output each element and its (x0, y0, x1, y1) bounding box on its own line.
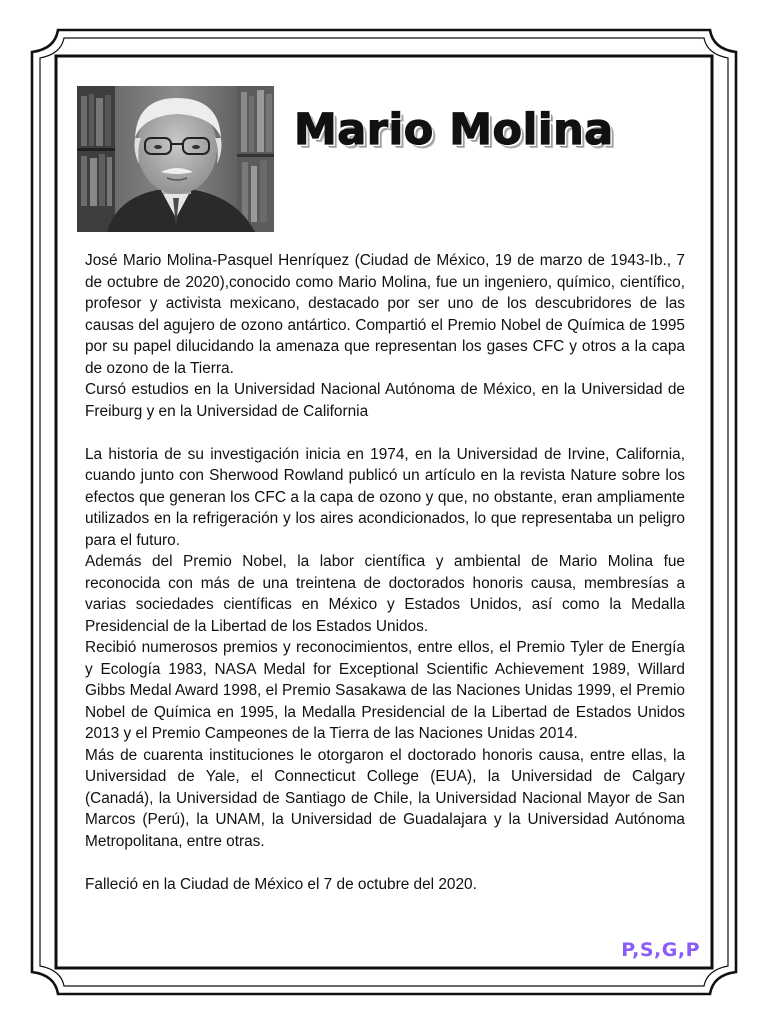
paragraph-honoris-causa: Más de cuarenta instituciones le otorgaron el doctorado honoris causa, entre ellas, la Universidad de Yale, el Connecticut College (EUA), la Universidad de Calgary (Canadá), la Universidad de Santiago de Chile, la Universidad Nacional Mayor de San Marcos (Perú), la UNAM, la Universidad de Guadalajara y la Universidad Autónoma Metropolitana, entre otras. (85, 746, 685, 850)
paragraph-studies: Cursó estudios en la Universidad Nacional Autónoma de México, en la Universidad de Freiburg y en la Universidad de California (85, 381, 685, 420)
paragraph-death: Falleció en la Ciudad de México el 7 de octubre del 2020. (85, 875, 477, 893)
biography-text (85, 250, 685, 895)
paragraph-intro: José Mario Molina-Pasquel Henríquez (Ciudad de México, 19 de marzo de 1943-Ib., 7 de octubre de 2020),conocido como Mario Molina, fue un ingeniero, químico, científico, profesor y activista mexicano, destacado por ser uno de los descubridores de las causas del agujero de ozono antártico. Compartió el Premio Nobel de Química de 1995 por su papel dilucidando la amenaza que representan los gases CFC y otros a la capa de ozono de la Tierra. (85, 252, 685, 377)
page-title: Mario Molina (294, 105, 614, 155)
paragraph-research: La historia de su investigación inicia en 1974, en la Universidad de Irvine, California, cuando junto con Sherwood Rowland publicó un artículo en la revista Nature sobre los efectos que generan los CFC a la capa de ozono y que, no obstante, eran ampliamente utilizados en la refrigeración y los aires acondicionados, lo que representaba un peligro para el futuro. (85, 445, 685, 549)
paragraph-recognition: Además del Premio Nobel, la labor científica y ambiental de Mario Molina fue reconocida con más de una treintena de doctorados honoris causa, membresías a varias sociedades científicas en México y Estados Unidos, así como la Medalla Presidencial de la Libertad de los Estados Unidos. (85, 553, 685, 635)
author-signature: P,S,G,P (621, 939, 700, 961)
paragraph-awards: Recibió numerosos premios y reconocimientos, entre ellos, el Premio Tyler de Energía y Ecología 1983, NASA Medal for Exceptional Scientific Achievement 1989, Willard Gibbs Medal Award 1998, el Premio Sasakawa de las Naciones Unidas 1999, el Premio Nobel de Química en 1995, la Medalla Presidencial de la Libertad de Estados Unidos 2013 y el Premio Campeones de la Tierra de las Naciones Unidas 2014. (85, 639, 685, 742)
portrait-photo (77, 86, 274, 232)
portrait-image (77, 86, 274, 232)
